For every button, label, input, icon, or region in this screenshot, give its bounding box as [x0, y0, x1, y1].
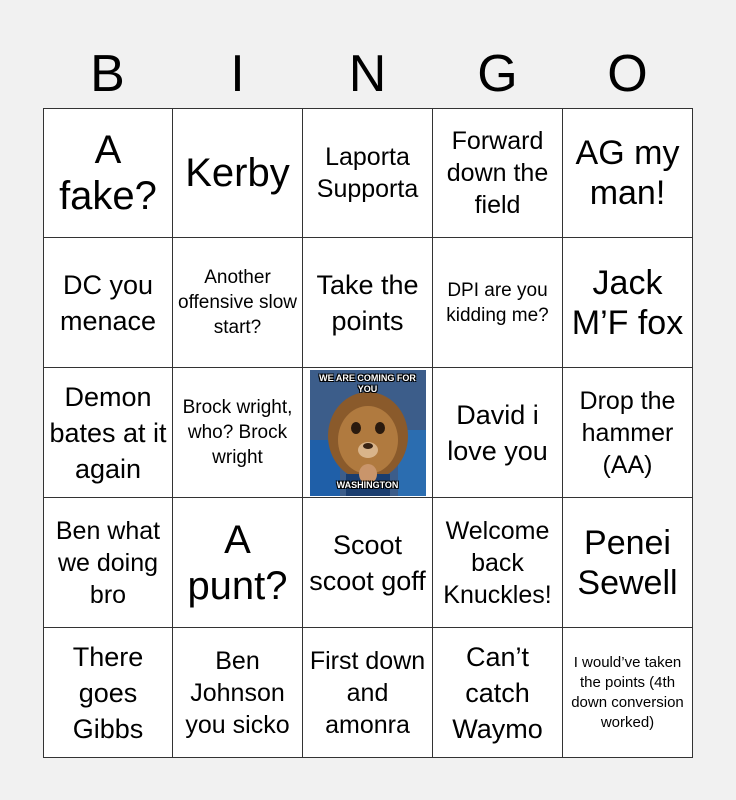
cell-label: A fake? — [59, 128, 157, 218]
cell-label: Brock wright, who? Brock wright — [182, 397, 293, 468]
cell-label: Laporta Supporta — [316, 143, 419, 203]
cell-label: Scoot scoot goff — [309, 529, 426, 596]
bingo-cell[interactable] — [173, 108, 303, 238]
bingo-grid — [43, 108, 693, 758]
cell-label: Welcome back Knuckles! — [443, 516, 552, 609]
cell-label: Can’t catch Waymo — [452, 641, 543, 744]
lion-mascot-icon — [310, 370, 426, 496]
bingo-cell[interactable] — [43, 368, 173, 498]
cell-label: Ben Johnson you sicko — [185, 646, 290, 739]
free-space-cell[interactable] — [303, 368, 433, 498]
bingo-cell[interactable] — [433, 368, 563, 498]
bingo-cell[interactable] — [303, 238, 433, 368]
cell-label: Another offensive slow start? — [178, 267, 297, 338]
bingo-cell[interactable] — [303, 498, 433, 628]
cell-label: A punt? — [187, 517, 288, 608]
header-letter-o: O — [607, 45, 649, 103]
bingo-cell[interactable] — [43, 498, 173, 628]
cell-label: Demon bates at it again — [49, 381, 167, 484]
bingo-cell[interactable] — [303, 628, 433, 758]
cell-label: First down and amonra — [309, 646, 426, 739]
meme-top-text: WE ARE COMING FOR YOU — [319, 372, 416, 394]
header-letter-b: B — [90, 45, 126, 103]
bingo-cell[interactable] — [433, 628, 563, 758]
bingo-cell[interactable] — [43, 238, 173, 368]
bingo-cell[interactable] — [563, 498, 693, 628]
meme-bottom-text: WASHINGTON — [336, 479, 399, 490]
cell-label: DC you menace — [59, 269, 157, 336]
cell-label: Drop the hammer (AA) — [579, 386, 676, 479]
header-letter-i: I — [230, 45, 246, 103]
bingo-cell[interactable] — [563, 238, 693, 368]
cell-label: Forward down the field — [446, 127, 549, 219]
bingo-cell[interactable] — [563, 108, 693, 238]
cell-label: Penei Sewell — [577, 523, 678, 602]
bingo-cell[interactable] — [173, 628, 303, 758]
bingo-cell[interactable] — [43, 108, 173, 238]
bingo-header — [43, 40, 693, 108]
cell-label: Ben what we doing bro — [55, 516, 161, 609]
bingo-cell[interactable] — [303, 108, 433, 238]
bingo-cell[interactable] — [173, 238, 303, 368]
bingo-cell[interactable] — [563, 628, 693, 758]
bingo-cell[interactable] — [173, 368, 303, 498]
bingo-cell[interactable] — [433, 238, 563, 368]
bingo-cell[interactable] — [43, 628, 173, 758]
cell-label: Take the points — [316, 269, 419, 336]
cell-label: AG my man! — [575, 134, 680, 212]
cell-label: DPI are you kidding me? — [446, 279, 549, 326]
cell-label: Jack M’F fox — [571, 263, 684, 342]
cell-label: I would’ve taken the points (4th down conversion worked) — [571, 653, 684, 731]
bingo-cell[interactable] — [433, 108, 563, 238]
bingo-cell[interactable] — [173, 498, 303, 628]
cell-label: There goes Gibbs — [72, 641, 144, 744]
bingo-cell[interactable] — [433, 498, 563, 628]
cell-label: Kerby — [185, 151, 290, 195]
header-letter-g: G — [477, 45, 519, 103]
header-letter-n: N — [348, 45, 388, 103]
bingo-cell[interactable] — [563, 368, 693, 498]
cell-label: David i love you — [447, 399, 548, 466]
